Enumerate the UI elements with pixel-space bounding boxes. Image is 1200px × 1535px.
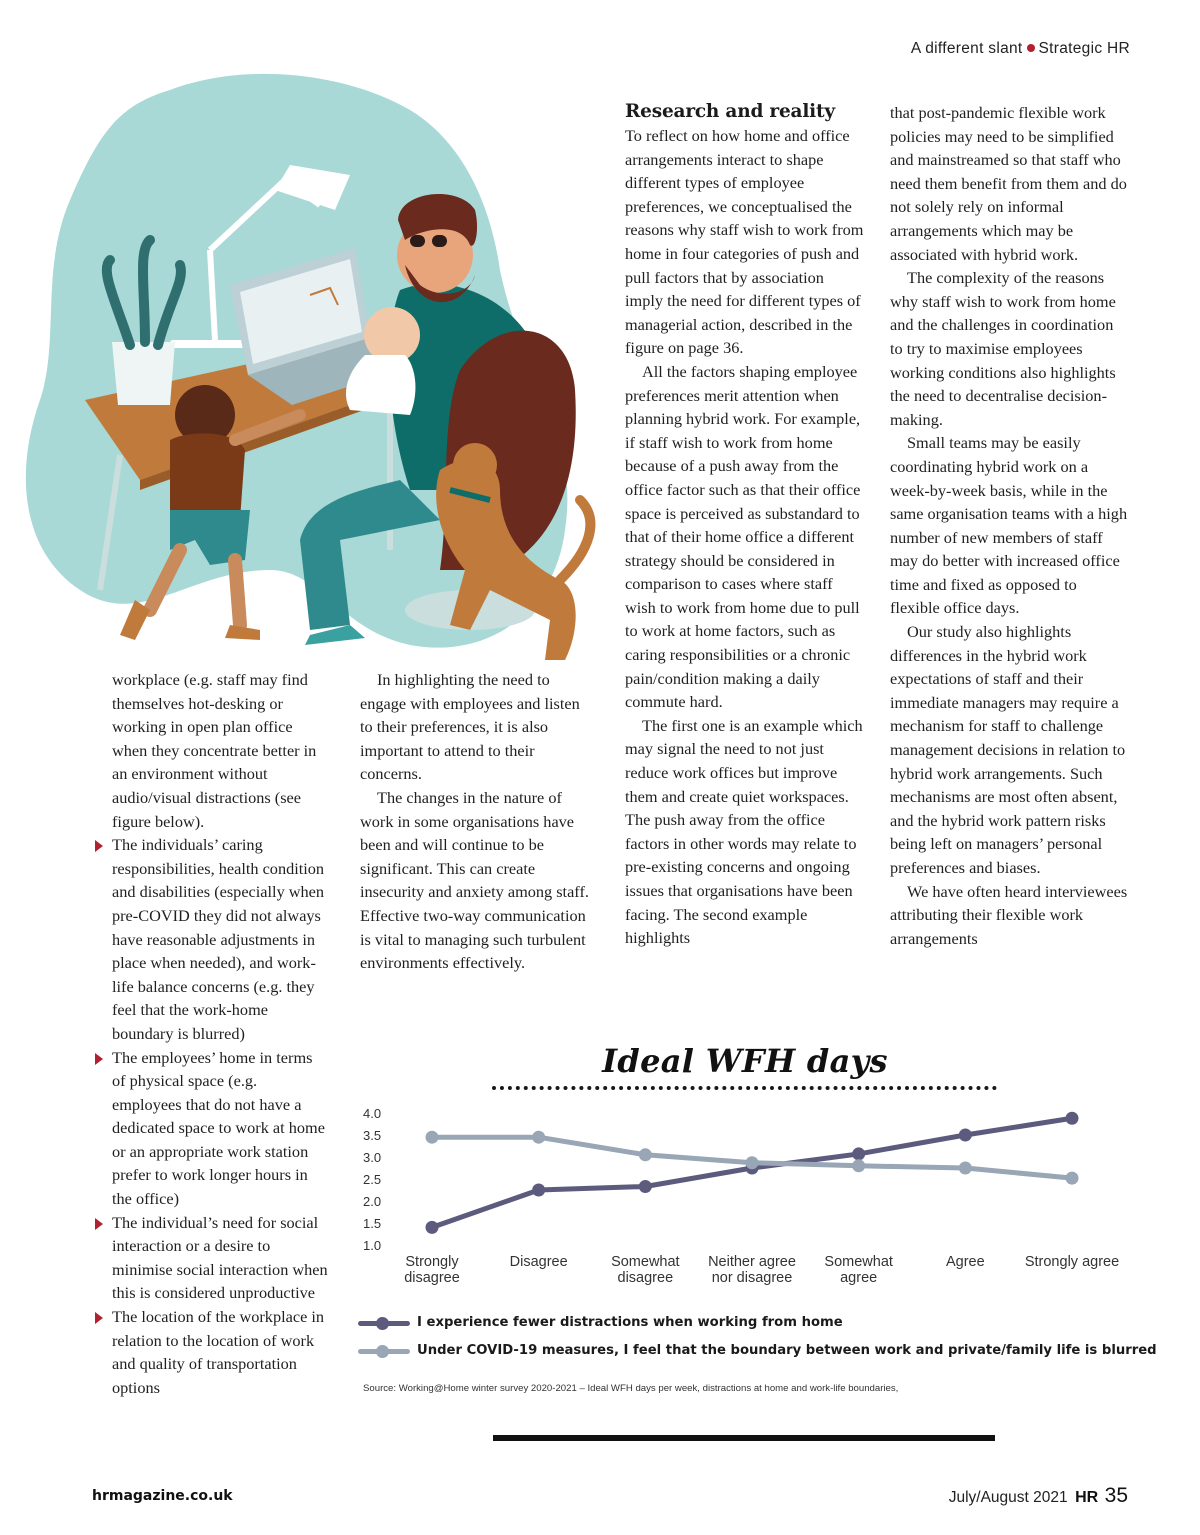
data-point xyxy=(852,1147,865,1160)
page-number: 35 xyxy=(1104,1484,1128,1507)
paragraph: We have often heard interviewees attributing their flexible work arrangements xyxy=(890,881,1128,948)
paragraph: In highlighting the need to engage with employees and listen to their preferences, it is also important to attend to their concerns. xyxy=(360,670,580,784)
x-tick-label: agree xyxy=(840,1270,878,1286)
x-tick-label: Somewhat xyxy=(824,1254,893,1270)
data-point xyxy=(1066,1172,1079,1185)
y-tick-label: 2.0 xyxy=(363,1194,382,1209)
x-tick-label: Somewhat xyxy=(611,1254,680,1270)
data-point xyxy=(639,1180,652,1193)
line-chart xyxy=(355,1095,1145,1295)
section-heading: Research and reality xyxy=(625,101,835,122)
paragraph: To reflect on how home and office arrangements interact to shape different types of employee preferences, we conceptualised the reasons why staff wish to work from home in four categories of push and pull factors that by association imply the need for different types of managerial action, described in the figure on page 36. xyxy=(625,126,864,358)
column-4 xyxy=(890,101,1130,950)
column-2 xyxy=(360,668,592,975)
x-tick-label: Strongly xyxy=(405,1254,459,1270)
legend-swatch xyxy=(358,1321,410,1326)
y-tick-label: 3.0 xyxy=(363,1150,382,1165)
x-tick-label: Neither agree xyxy=(708,1254,796,1270)
legend-label: I experience fewer distractions when working from home xyxy=(417,1315,843,1330)
x-tick-label: disagree xyxy=(404,1270,460,1286)
data-point xyxy=(426,1131,439,1144)
col1-intro: workplace (e.g. staff may find themselves hot-desking or working in open plan office when they concentrate better in an environment without audio/visual distractions (see figure below). xyxy=(112,670,317,831)
y-tick-label: 1.0 xyxy=(363,1238,382,1253)
data-point xyxy=(959,1129,972,1142)
data-point xyxy=(639,1148,652,1161)
issue-date: July/August 2021 xyxy=(948,1489,1068,1506)
chart-source: Source: Working@Home winter survey 2020-2021 – Ideal WFH days per week, distractions at home and work-life boundaries, xyxy=(363,1383,899,1394)
paragraph: The complexity of the reasons why staff wish to work from home and the challenges in coordination to try to maximise employees working conditions also highlights the need to decentralise decision-making. xyxy=(890,268,1116,429)
paragraph: The first one is an example which may signal the need to not just reduce work offices but improve them and create quiet workspaces. The push away from the office factors in other words may relate to pre-existing concerns and ongoing issues that organisations have been facing. The second example highlights xyxy=(625,715,863,948)
x-tick-label: disagree xyxy=(617,1270,674,1286)
data-point xyxy=(532,1184,545,1197)
x-tick-label: nor disagree xyxy=(711,1270,793,1286)
data-point xyxy=(1066,1112,1079,1125)
data-point xyxy=(852,1159,865,1172)
data-point xyxy=(746,1156,759,1169)
home-working-illustration xyxy=(20,70,610,670)
chart-title-rule xyxy=(492,1086,997,1090)
section-label: A different slant xyxy=(910,40,1023,57)
factor-list xyxy=(112,833,330,1399)
magazine-name: HR xyxy=(1075,1489,1099,1506)
legend-swatch xyxy=(358,1349,410,1354)
bottom-rule xyxy=(493,1435,995,1441)
chart-title: Ideal WFH days xyxy=(602,1042,888,1080)
y-tick-label: 1.5 xyxy=(363,1216,382,1231)
paragraph: All the factors shaping employee preferences merit attention when planning hybrid work. For example, if staff wish to work from home because of a push away from the office factor such as that their office space is perceived as substandard to that of their home office a different strategy should be considered in comparison to cases where staff wish to work from home due to pull to work at home factors, such as caring responsibilities or a chronic pain/condition making a daily commute hard. xyxy=(625,361,861,712)
x-tick-label: Strongly agree xyxy=(1024,1254,1120,1270)
column-1 xyxy=(112,668,330,1399)
column-3 xyxy=(625,100,865,950)
paragraph: Small teams may be easily coordinating hybrid work on a week-by-week basis, while in the same organisation teams with a high number of new members of staff may do better with increased office time and fixed as opposed to flexible office days. xyxy=(890,433,1128,618)
x-tick-label: Agree xyxy=(945,1254,985,1270)
website-url: hrmagazine.co.uk xyxy=(92,1488,233,1504)
list-item: The employees’ home in terms of physical space (e.g. employees that do not have a dedicated space to work at home or an appropriate work station prefer to work longer hours in the office) xyxy=(112,1046,330,1211)
list-item: The location of the workplace in relation to the location of work and quality of transportation options xyxy=(112,1305,330,1399)
paragraph: The changes in the nature of work in some organisations have been and will continue to be significant. This can create insecurity and anxiety among staff. Effective two-way communication is vital to managing such turbulent environments effectively. xyxy=(360,787,589,973)
y-tick-label: 4.0 xyxy=(363,1106,382,1121)
legend-label: Under COVID-19 measures, I feel that the boundary between work and private/family life is blurred xyxy=(417,1343,1157,1358)
paragraph: Our study also highlights differences in the hybrid work expectations of staff and their immediate managers may require a mechanism for staff to challenge management decisions in relation to hybrid work arrangements. Such mechanisms are most often absent, and the hybrid work pattern risks being left on managers’ personal preferences and biases. xyxy=(890,622,1126,877)
data-point xyxy=(426,1221,439,1234)
running-head xyxy=(911,40,1130,58)
list-item: The individual’s need for social interaction or a desire to minimise social interaction when this is considered unproductive xyxy=(112,1211,330,1305)
x-tick-label: Disagree xyxy=(509,1254,568,1270)
category-label: Strategic HR xyxy=(1038,40,1130,57)
separator-dot xyxy=(1027,44,1035,52)
data-point xyxy=(959,1162,972,1175)
folio xyxy=(949,1484,1128,1508)
chart-svg xyxy=(355,1095,1145,1295)
data-point xyxy=(532,1131,545,1144)
y-tick-label: 2.5 xyxy=(363,1172,382,1187)
y-tick-label: 3.5 xyxy=(363,1128,382,1143)
paragraph: that post-pandemic flexible work policies may need to be simplified and mainstreamed so that staff who need them benefit from them and do not solely rely on informal arrangements which may be associated with hybrid work. xyxy=(890,103,1127,264)
list-item: The individuals’ caring responsibilities, health condition and disabilities (especially when pre-COVID they did not always have reasonable adjustments in place when needed), and work-life balance concerns (e.g. they feel that the work-home boundary is blurred) xyxy=(112,833,330,1045)
